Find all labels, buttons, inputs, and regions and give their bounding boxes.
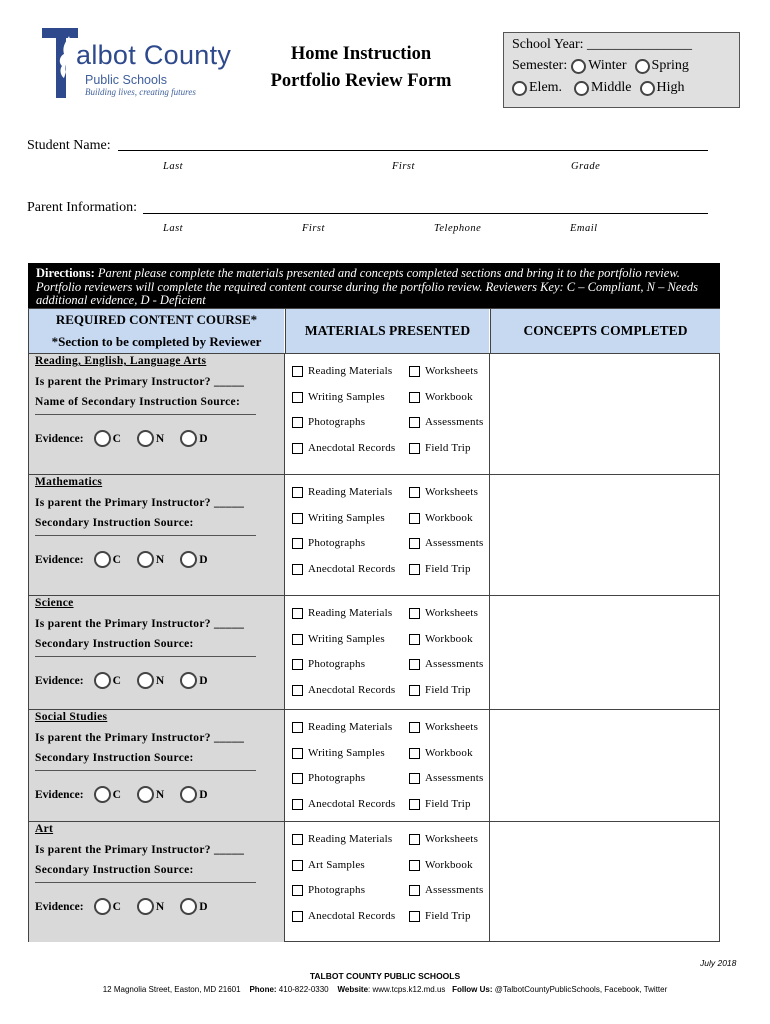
primary-instructor-question[interactable]: Is parent the Primary Instructor? _____ [35,376,245,388]
checkbox-icon[interactable] [409,513,420,524]
checkbox-icon[interactable] [409,487,420,498]
evidence-c-option[interactable] [94,786,121,803]
header-required-line2: *Section to be completed by Reviewer [51,334,262,349]
material-checkbox[interactable] [409,607,478,619]
checkbox-icon[interactable] [292,722,303,733]
student-name-label: Student Name: [27,138,111,153]
footer-website-label: Website [337,985,369,994]
secondary-source-line[interactable] [35,770,256,771]
material-checkbox[interactable] [292,684,395,696]
material-label: Assessments [425,772,484,784]
material-label: Reading Materials [308,486,393,498]
level-elem-radio[interactable] [512,81,527,96]
evidence-c-option[interactable] [94,898,121,915]
evidence-c-radio[interactable] [94,430,111,447]
evidence-d-radio[interactable] [180,898,197,915]
parent-email-label: Email [570,223,598,234]
checkbox-icon[interactable] [409,634,420,645]
material-label: Art Samples [308,859,365,871]
evidence-row [35,551,208,568]
material-checkbox[interactable] [292,884,365,896]
checkbox-icon[interactable] [292,634,303,645]
material-checkbox[interactable] [409,798,471,810]
material-label: Field Trip [425,563,471,575]
material-label: Assessments [425,416,484,428]
evidence-row [35,898,208,915]
checkbox-icon[interactable] [292,748,303,759]
checkbox-icon[interactable] [409,564,420,575]
material-label: Field Trip [425,910,471,922]
school-logo [42,26,252,101]
section-row [29,595,719,709]
parent-info-line[interactable] [143,213,708,214]
checkbox-icon[interactable] [409,834,420,845]
level-elem-label: Elem. [529,80,563,95]
material-checkbox[interactable] [409,721,478,733]
material-checkbox[interactable] [292,798,395,810]
material-label: Field Trip [425,684,471,696]
evidence-label: Evidence: [35,788,84,801]
semester-label: Semester: [512,58,568,73]
evidence-n-label: N [155,674,165,687]
material-checkbox[interactable] [409,658,483,670]
evidence-n-option[interactable] [137,672,164,689]
material-label: Assessments [425,884,484,896]
evidence-label: Evidence: [35,674,84,687]
concepts-cell[interactable] [489,710,719,821]
evidence-n-radio[interactable] [137,672,154,689]
material-checkbox[interactable] [292,607,392,619]
secondary-source-question[interactable]: Secondary Instruction Source: [35,517,194,529]
footer-address: 12 Magnolia Street, Easton, MD 21601 [102,985,241,994]
level-high-radio[interactable] [640,81,655,96]
evidence-c-label: C [112,432,121,445]
footer-website[interactable]: : www.tcps.k12.md.us [368,985,446,994]
section-row [29,353,719,474]
material-label: Writing Samples [308,747,385,759]
checkbox-icon[interactable] [409,722,420,733]
material-checkbox[interactable] [292,721,392,733]
evidence-c-option[interactable] [94,672,121,689]
checkbox-icon[interactable] [292,564,303,575]
evidence-c-option[interactable] [94,551,121,568]
logo-subtitle: Public Schools [85,73,167,87]
checkbox-icon[interactable] [292,513,303,524]
level-middle-label: Middle [591,80,632,95]
material-checkbox[interactable] [292,442,395,454]
school-year-field[interactable] [512,37,692,53]
section-subject: Science [35,597,74,609]
checkbox-icon[interactable] [409,911,420,922]
evidence-n-label: N [155,900,165,913]
evidence-d-option[interactable] [180,551,207,568]
checkbox-icon[interactable] [409,773,420,784]
material-label: Workbook [425,859,473,871]
student-last-label: Last [163,161,184,172]
material-checkbox[interactable] [409,633,473,645]
material-label: Photographs [308,416,366,428]
evidence-label: Evidence: [35,553,84,566]
evidence-n-label: N [155,788,165,801]
material-label: Reading Materials [308,365,393,377]
secondary-source-question[interactable]: Secondary Instruction Source: [35,638,194,650]
evidence-d-radio[interactable] [180,430,197,447]
evidence-n-radio[interactable] [137,898,154,915]
footer-phone-label: Phone: [249,985,277,994]
evidence-d-option[interactable] [180,672,207,689]
checkbox-icon[interactable] [292,487,303,498]
evidence-n-radio[interactable] [137,551,154,568]
material-checkbox[interactable] [409,391,473,403]
checkbox-icon[interactable] [409,538,420,549]
evidence-c-radio[interactable] [94,898,111,915]
material-checkbox[interactable] [292,833,392,845]
evidence-d-label: D [199,900,208,913]
material-checkbox[interactable] [409,772,483,784]
evidence-n-label: N [155,432,165,445]
material-label: Field Trip [425,442,471,454]
checkbox-icon[interactable] [292,608,303,619]
material-checkbox[interactable] [409,859,473,871]
title-line-1: Home Instruction [290,44,432,64]
checkbox-icon[interactable] [292,659,303,670]
footer-date: July 2018 [700,958,737,968]
evidence-n-option[interactable] [137,786,164,803]
material-checkbox[interactable] [409,747,473,759]
evidence-c-label: C [112,674,121,687]
level-high-label: High [656,80,685,95]
concepts-cell[interactable] [489,596,719,709]
material-checkbox[interactable] [292,416,365,428]
material-checkbox[interactable] [292,910,395,922]
header-required-course [29,309,284,353]
checkbox-icon[interactable] [409,685,420,696]
logo-tagline: Building lives, creating futures [85,87,196,97]
material-label: Worksheets [425,607,479,619]
section-row [29,474,719,595]
header-materials: MATERIALS PRESENTED [285,309,489,353]
semester-winter-radio[interactable] [571,59,586,74]
secondary-source-question[interactable]: Secondary Instruction Source: [35,864,194,876]
material-checkbox[interactable] [292,537,365,549]
footer-contact [0,985,770,994]
checkbox-icon[interactable] [409,860,420,871]
section-row [29,709,719,821]
material-checkbox[interactable] [292,658,365,670]
material-label: Writing Samples [308,391,385,403]
student-first-label: First [392,161,415,172]
material-checkbox[interactable] [409,512,473,524]
material-checkbox[interactable] [409,486,478,498]
evidence-d-radio[interactable] [180,786,197,803]
required-course-cell [29,596,284,709]
concepts-cell[interactable] [489,354,719,474]
logo-name: albot County [76,40,232,70]
evidence-d-radio[interactable] [180,672,197,689]
material-label: Writing Samples [308,512,385,524]
material-checkbox[interactable] [292,772,365,784]
material-checkbox[interactable] [409,833,478,845]
material-checkbox[interactable] [292,563,395,575]
materials-cell [284,475,489,595]
secondary-source-line[interactable] [35,535,256,536]
portfolio-table [28,308,720,942]
checkbox-icon[interactable] [292,685,303,696]
material-checkbox[interactable] [409,684,471,696]
materials-cell [284,354,489,474]
evidence-c-option[interactable] [94,430,121,447]
primary-instructor-question[interactable]: Is parent the Primary Instructor? _____ [35,732,245,744]
section-subject: Art [35,823,54,835]
checkbox-icon[interactable] [292,860,303,871]
title-line-2: Portfolio Review Form [270,71,452,91]
material-label: Reading Materials [308,833,393,845]
material-label: Anecdotal Records [308,910,396,922]
evidence-d-option[interactable] [180,430,207,447]
directions-label: Directions: [36,266,95,280]
parent-info-label: Parent Information: [27,200,138,215]
checkbox-icon[interactable] [409,799,420,810]
header-concepts: CONCEPTS COMPLETED [490,309,720,353]
material-label: Assessments [425,537,484,549]
header-required-line1: REQUIRED CONTENT COURSE* [55,312,258,327]
primary-instructor-question[interactable]: Is parent the Primary Instructor? _____ [35,497,245,509]
material-label: Worksheets [425,721,479,733]
material-checkbox[interactable] [292,633,385,645]
school-year-box [503,32,740,108]
checkbox-icon[interactable] [409,392,420,403]
parent-first-label: First [302,223,325,234]
required-course-cell [29,822,284,942]
material-label: Anecdotal Records [308,442,396,454]
semester-spring-label: Spring [651,58,689,73]
materials-cell [284,822,489,942]
material-label: Photographs [308,658,366,670]
evidence-row [35,672,208,689]
checkbox-icon[interactable] [409,748,420,759]
evidence-d-option[interactable] [180,786,207,803]
level-middle-radio[interactable] [574,81,589,96]
checkbox-icon[interactable] [292,392,303,403]
form-title [255,41,467,95]
required-course-cell [29,475,284,595]
material-checkbox[interactable] [292,512,385,524]
checkbox-icon[interactable] [292,834,303,845]
material-label: Anecdotal Records [308,684,396,696]
section-subject: Reading, English, Language Arts [35,355,207,367]
material-checkbox[interactable] [409,910,471,922]
primary-instructor-question[interactable]: Is parent the Primary Instructor? _____ [35,844,245,856]
checkbox-icon[interactable] [292,911,303,922]
required-course-cell [29,354,284,474]
footer-org: TALBOT COUNTY PUBLIC SCHOOLS [309,971,461,981]
checkbox-icon[interactable] [409,608,420,619]
material-label: Anecdotal Records [308,563,396,575]
evidence-d-label: D [199,432,208,445]
material-label: Workbook [425,633,473,645]
checkbox-icon[interactable] [409,443,420,454]
evidence-n-radio[interactable] [137,786,154,803]
parent-telephone-label: Telephone [434,223,482,234]
evidence-d-radio[interactable] [180,551,197,568]
evidence-label: Evidence: [35,900,84,913]
evidence-d-label: D [199,788,208,801]
evidence-row [35,786,208,803]
evidence-c-label: C [112,553,121,566]
evidence-c-radio[interactable] [94,786,111,803]
footer-follow[interactable]: @TalbotCountyPublicSchools, Facebook, Twitter [494,985,668,994]
evidence-n-label: N [155,553,165,566]
materials-cell [284,596,489,709]
checkbox-icon[interactable] [292,799,303,810]
material-checkbox[interactable] [292,859,365,871]
checkbox-icon[interactable] [409,366,420,377]
material-label: Photographs [308,537,366,549]
material-label: Workbook [425,747,473,759]
checkbox-icon[interactable] [409,417,420,428]
checkbox-icon[interactable] [409,659,420,670]
evidence-c-radio[interactable] [94,551,111,568]
section-row [29,821,719,942]
required-course-cell [29,710,284,821]
checkbox-icon[interactable] [292,538,303,549]
material-label: Assessments [425,658,484,670]
semester-spring-radio[interactable] [635,59,650,74]
material-label: Workbook [425,391,473,403]
material-checkbox[interactable] [292,486,392,498]
materials-cell [284,710,489,821]
evidence-d-option[interactable] [180,898,207,915]
semester-winter-label: Winter [588,58,627,73]
evidence-row [35,430,208,447]
evidence-d-label: D [199,553,208,566]
evidence-c-label: C [112,900,121,913]
material-checkbox[interactable] [409,884,483,896]
material-checkbox[interactable] [409,442,471,454]
material-checkbox[interactable] [409,416,483,428]
checkbox-icon[interactable] [409,885,420,896]
parent-last-label: Last [163,223,184,234]
secondary-source-question[interactable]: Secondary Instruction Source: [35,752,194,764]
evidence-d-label: D [199,674,208,687]
material-label: Worksheets [425,486,479,498]
material-checkbox[interactable] [409,365,478,377]
footer-phone: 410-822-0330 [278,985,329,994]
checkbox-icon[interactable] [292,885,303,896]
student-name-line[interactable] [118,150,708,151]
material-checkbox[interactable] [409,537,483,549]
concepts-cell[interactable] [489,475,719,595]
primary-instructor-question[interactable]: Is parent the Primary Instructor? _____ [35,618,245,630]
secondary-source-question[interactable]: Name of Secondary Instruction Source: [35,396,241,408]
evidence-n-option[interactable] [137,898,164,915]
material-label: Writing Samples [308,633,385,645]
material-label: Workbook [425,512,473,524]
material-label: Worksheets [425,833,479,845]
footer-follow-label: Follow Us: [452,985,493,994]
material-checkbox[interactable] [292,747,385,759]
student-grade-label: Grade [571,161,601,172]
evidence-c-label: C [112,788,121,801]
directions-text: Parent please complete the materials presented and concepts completed sections and bring it to the portfolio review. Portfolio reviewers will complete the required content course during the portfolio review. Reviewers Key: C – Compliant, N – Needs additional evidence, D - Deficient [36,266,699,307]
material-label: Anecdotal Records [308,798,396,810]
evidence-label: Evidence: [35,432,84,445]
material-label: Photographs [308,772,366,784]
material-checkbox[interactable] [292,365,392,377]
school-year-label: School Year: _______________ [512,37,693,52]
section-subject: Social Studies [35,711,108,723]
concepts-cell[interactable] [489,822,719,942]
evidence-n-radio[interactable] [137,430,154,447]
checkbox-icon[interactable] [292,417,303,428]
material-checkbox[interactable] [292,391,385,403]
material-label: Field Trip [425,798,471,810]
secondary-source-line[interactable] [35,414,256,415]
material-label: Reading Materials [308,607,393,619]
material-label: Reading Materials [308,721,393,733]
material-checkbox[interactable] [409,563,471,575]
directions-bar [28,263,720,308]
evidence-c-radio[interactable] [94,672,111,689]
evidence-n-option[interactable] [137,551,164,568]
material-label: Photographs [308,884,366,896]
secondary-source-line[interactable] [35,882,256,883]
checkbox-icon[interactable] [292,773,303,784]
section-subject: Mathematics [35,476,103,488]
checkbox-icon[interactable] [292,366,303,377]
material-label: Worksheets [425,365,479,377]
secondary-source-line[interactable] [35,656,256,657]
checkbox-icon[interactable] [292,443,303,454]
evidence-n-option[interactable] [137,430,164,447]
